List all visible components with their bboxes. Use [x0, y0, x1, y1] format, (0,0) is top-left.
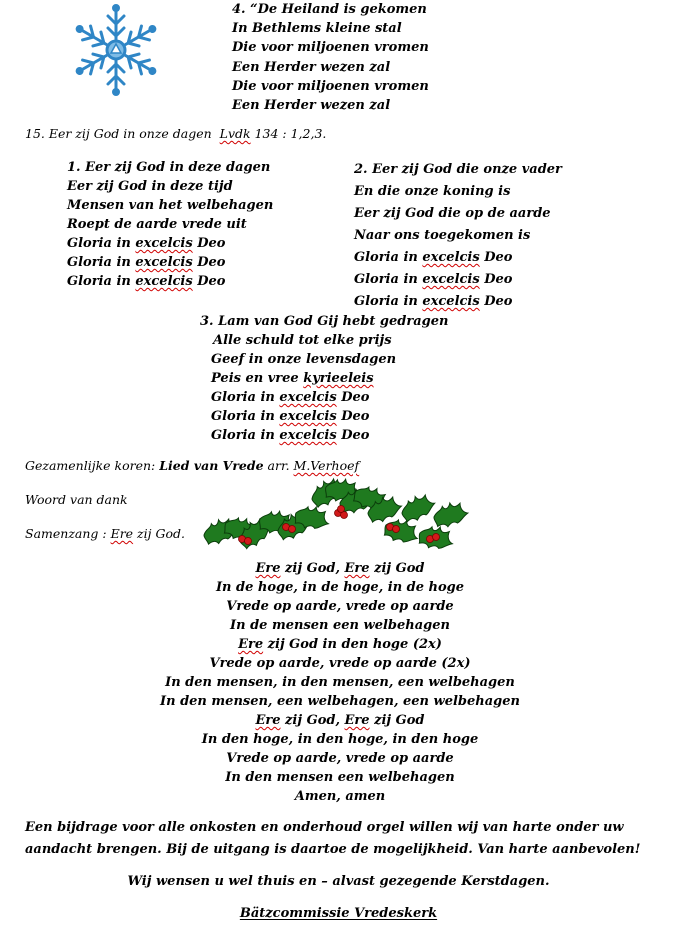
song-line: Ere zij God in den hoge (2x)	[238, 637, 442, 652]
gloria-line: Gloria in excelcis Deo	[211, 390, 370, 405]
verse-line: Roept de aarde vrede uit	[67, 217, 247, 232]
verse-line: Geef in onze levensdagen	[211, 352, 397, 367]
song-line: In de hoge, in de hoge, in de hoge	[215, 580, 465, 595]
song-line: Vrede op aarde, vrede op aarde	[226, 751, 454, 766]
item-15-heading: 15. Eer zij God in onze dagen Lvdk 134 : 1,2,3.	[25, 126, 327, 141]
holly-garland-icon	[200, 483, 472, 565]
hymnbook-ref: Lvdk	[219, 126, 251, 141]
verse-2	[354, 159, 562, 309]
donation-line: aandacht brengen. Bij de uitgang is daartoe de mogelijkheid. Van harte aanbevolen!	[25, 842, 641, 857]
top-stanza-title: 4. “De Heiland is gekomen	[232, 2, 427, 17]
thanks-line: Woord van dank	[25, 492, 128, 507]
gloria-line: Gloria in excelcis Deo	[211, 409, 370, 424]
gloria-line: Gloria in excelcis Deo	[354, 250, 513, 265]
verse-line: En die onze koning is	[354, 184, 511, 199]
gloria-line: Gloria in excelcis Deo	[354, 272, 513, 287]
top-stanza	[232, 0, 429, 115]
signature: Bätzcommissie Vredeskerk	[239, 906, 438, 921]
arranger: M.Verhoef	[293, 458, 360, 473]
verse-line: Naar ons toegekomen is	[354, 228, 531, 243]
snowflake-icon	[70, 2, 162, 98]
song-line: Amen, amen	[294, 789, 386, 804]
verse-line: Eer zij God in deze tijd	[67, 179, 233, 194]
ere-song	[140, 559, 540, 806]
verse-line: Peis en vree kyrieeleis	[211, 371, 374, 386]
verse-1	[67, 158, 273, 291]
gloria-line: Gloria in excelcis Deo	[354, 294, 513, 309]
verse-3	[200, 312, 448, 445]
song-line: In den mensen een welbehagen	[225, 770, 455, 785]
song-line: In den mensen, in den mensen, een welbehagen	[165, 675, 515, 690]
top-stanza-line: Een Herder wezen zal	[232, 97, 391, 113]
gloria-line: Gloria in excelcis Deo	[67, 255, 226, 270]
christmas-wish: Wij wensen u wel thuis en – alvast gezegende Kerstdagen.	[127, 874, 550, 889]
donation-paragraph	[25, 818, 640, 859]
top-stanza-line: In Bethlems kleine stal	[232, 21, 402, 37]
verse-1-title: 1. Eer zij God in deze dagen	[67, 160, 271, 175]
verse-line: Alle schuld tot elke prijs	[213, 333, 392, 348]
gloria-line: Gloria in excelcis Deo	[67, 236, 226, 251]
gloria-line: Gloria in excelcis Deo	[211, 428, 370, 443]
song-line: In den hoge, in den hoge, in den hoge	[201, 732, 479, 747]
verse-2-title: 2. Eer zij God die onze vader	[354, 162, 562, 177]
song-line: In de mensen een welbehagen	[230, 618, 450, 633]
song-line: Vrede op aarde, vrede op aarde (2x)	[209, 656, 471, 671]
song-line: Ere zij God, Ere zij God	[255, 713, 425, 728]
samenzang-line: Samenzang : Ere zij God.	[25, 526, 185, 541]
donation-line: Een bijdrage voor alle onkosten en onderhoud orgel willen wij van harte onder uw	[25, 820, 624, 835]
top-stanza-line: Die voor miljoenen vromen	[232, 78, 429, 94]
song-line: In den mensen, een welbehagen, een welbehagen	[160, 694, 520, 709]
gloria-line: Gloria in excelcis Deo	[67, 274, 226, 289]
top-stanza-line: Een Herder wezen zal	[232, 59, 391, 75]
choir-song-title: Lied van Vrede	[159, 458, 264, 473]
top-stanza-line: Die voor miljoenen vromen	[232, 40, 429, 56]
verse-line: Mensen van het welbehagen	[67, 198, 274, 213]
song-line: Ere zij God, Ere zij God	[255, 561, 425, 576]
verse-line: Eer zij God die op de aarde	[354, 206, 551, 221]
verse-3-title: 3. Lam van God Gij hebt gedragen	[200, 314, 449, 329]
choirs-line: Gezamenlijke koren: Lied van Vrede arr. M.Verhoef	[25, 458, 360, 473]
song-line: Vrede op aarde, vrede op aarde	[226, 599, 454, 614]
